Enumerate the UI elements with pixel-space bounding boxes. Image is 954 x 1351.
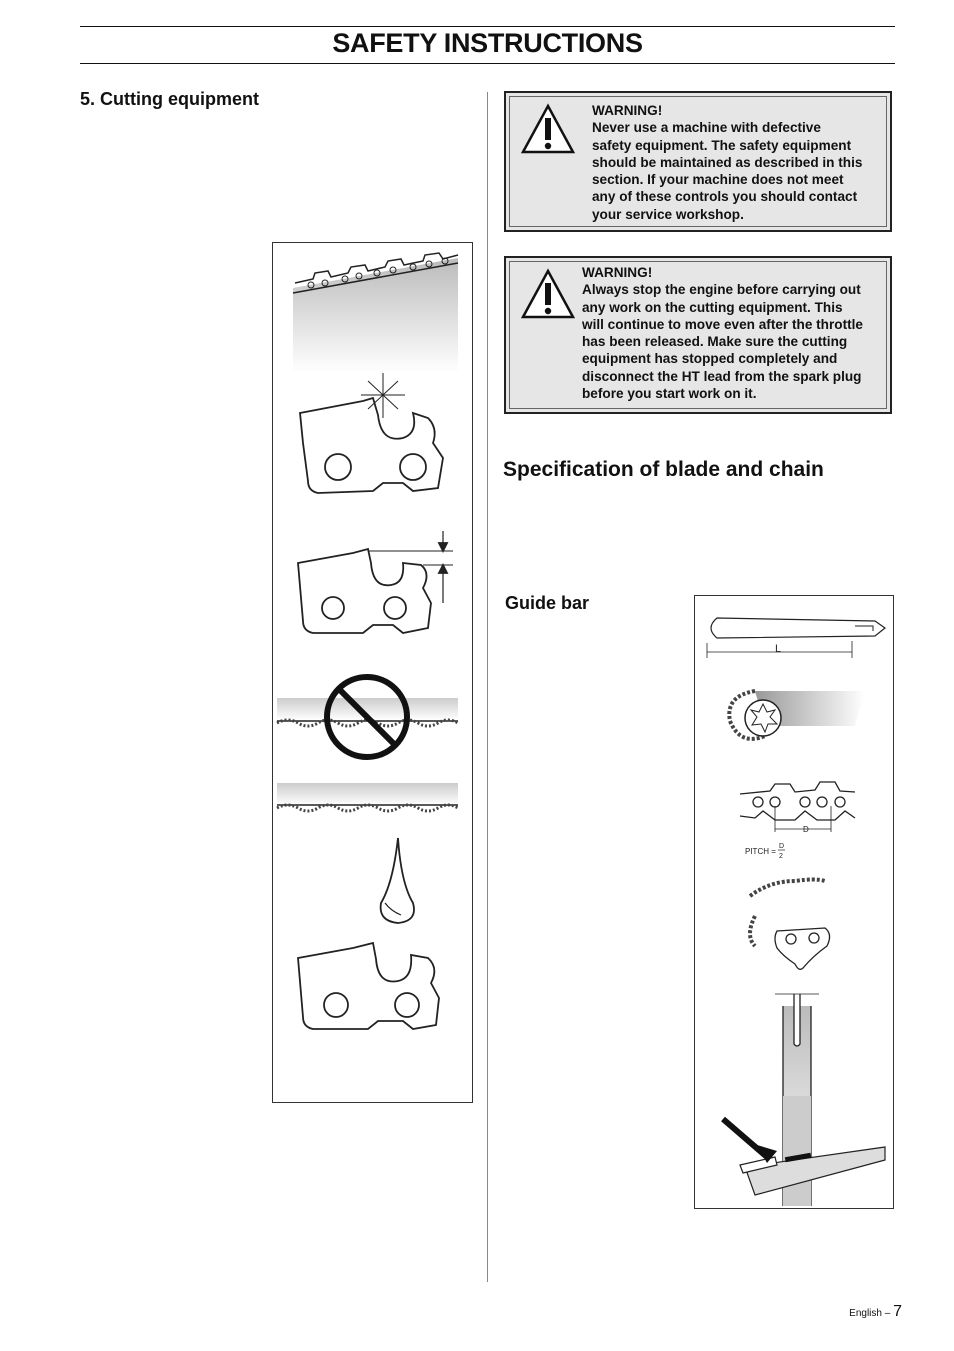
arrow-icon — [723, 1119, 767, 1157]
column-divider — [487, 92, 488, 1282]
pitch-numerator: D — [779, 843, 785, 850]
warning-text-2: WARNING! Always stop the engine before carrying out any work on the cutting equipment. This will continue to move even after the throttle has been released. Make sure the cutting equipment has stopped completely and disconnect the HT lead from the spark plug before you start work on it. — [582, 265, 863, 402]
page-footer — [849, 1303, 902, 1321]
guide-bar-length-figure — [707, 618, 885, 658]
chain-on-bar-figure — [293, 253, 458, 373]
cutting-equipment-illustration-panel — [272, 242, 473, 1103]
section-heading-spec: Specification of blade and chain — [503, 458, 824, 481]
header-top-rule — [80, 26, 895, 27]
correct-chain-figure — [277, 783, 458, 811]
warning-triangle-icon — [520, 103, 576, 155]
cutter-depth-gauge-figure — [298, 531, 453, 633]
page-number: 7 — [893, 1303, 902, 1320]
chain-maintenance-illustrations — [273, 243, 472, 1102]
header-bottom-rule — [80, 63, 895, 64]
warning-box-2 — [504, 256, 892, 414]
drive-link-figure — [750, 880, 830, 970]
drive-label: D — [803, 825, 809, 834]
bar-oil-hole-figure — [695, 1105, 893, 1205]
length-label: L — [775, 643, 782, 655]
footer-language: English – — [849, 1308, 891, 1319]
sprocket-nose-figure — [729, 691, 865, 739]
section-heading-cutting-equipment: 5. Cutting equipment — [80, 89, 259, 109]
pitch-label: PITCH = — [745, 847, 776, 856]
cutter-lubricated-figure — [298, 943, 439, 1029]
cutter-sharp-figure — [300, 373, 443, 493]
page-title: SAFETY INSTRUCTIONS — [332, 28, 643, 58]
warning-triangle-icon — [520, 268, 576, 320]
incorrect-chain-figure — [277, 677, 458, 757]
oil-drop-icon — [381, 838, 414, 923]
chain-pitch-figure — [740, 782, 855, 832]
warning-text-1: WARNING! Never use a machine with defective safety equipment. The safety equipment should be maintained as described in this section. If your machine does not meet any of these controls you should contact your service workshop. — [592, 103, 863, 222]
subheading-guide-bar: Guide bar — [505, 593, 590, 613]
pitch-denominator: 2 — [779, 853, 783, 860]
warning-box-1 — [504, 91, 892, 232]
